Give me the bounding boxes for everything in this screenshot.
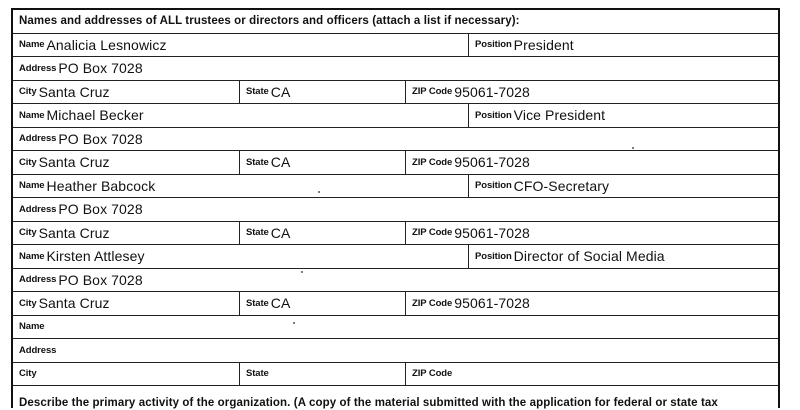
address-label: Address	[19, 203, 57, 215]
officer-3-address-cell	[13, 198, 778, 221]
officer-3-city: Santa Cruz	[38, 224, 110, 241]
officer-1-city: Santa Cruz	[38, 83, 110, 100]
officer-1-city-row	[13, 81, 778, 105]
officer-3-position-cell	[468, 175, 780, 198]
officers-form	[11, 8, 780, 408]
city-label: City	[19, 156, 37, 168]
officer-3-position: CFO-Secretary	[513, 177, 610, 194]
officer-3-zip: 95061-7028	[454, 224, 530, 241]
city-label: City	[19, 86, 37, 98]
position-label: Position	[475, 109, 512, 121]
officer-2-address-cell	[13, 128, 778, 151]
officer-1-state: CA	[270, 83, 291, 100]
form-header-row	[13, 10, 778, 34]
scan-speck	[293, 322, 295, 324]
address-label: Address	[19, 62, 57, 74]
scan-speck	[318, 191, 320, 193]
name-label: Name	[19, 180, 45, 192]
officer-5-city-row	[13, 363, 778, 387]
scan-speck	[632, 147, 634, 149]
officer-1-name-cell	[13, 34, 468, 57]
officer-3-state: CA	[270, 224, 291, 241]
officer-4-name-row	[13, 245, 778, 269]
address-label: Address	[19, 133, 57, 145]
officer-1-zip: 95061-7028	[454, 83, 530, 100]
officer-5-address-row	[13, 339, 778, 363]
city-label: City	[19, 368, 37, 380]
officer-5-name-row	[13, 316, 778, 340]
officer-2-address: PO Box 7028	[58, 130, 143, 147]
name-label: Name	[19, 39, 45, 51]
officer-4-position-cell	[468, 245, 780, 268]
zip-label: ZIP Code	[412, 297, 453, 309]
officer-4-address-cell	[13, 269, 778, 292]
officer-2-city: Santa Cruz	[38, 154, 110, 171]
officer-4-zip: 95061-7028	[454, 295, 530, 312]
zip-label: ZIP Code	[412, 227, 453, 239]
officer-5-state-cell	[239, 363, 405, 386]
officer-3-name: Heather Babcock	[46, 177, 156, 194]
zip-label: ZIP Code	[412, 156, 453, 168]
officer-5-zip-cell	[405, 363, 780, 386]
officer-4-city: Santa Cruz	[38, 295, 110, 312]
officer-1-state-cell	[239, 81, 405, 104]
state-label: State	[246, 368, 269, 380]
officer-4-zip-cell	[405, 292, 780, 315]
officer-2-address-row	[13, 128, 778, 152]
officer-4-city-cell	[13, 292, 239, 315]
officer-2-zip: 95061-7028	[454, 154, 530, 171]
zip-label: ZIP Code	[412, 368, 453, 380]
activity-description-row	[13, 386, 778, 410]
position-label: Position	[475, 250, 512, 262]
form-header-cell	[13, 10, 778, 33]
officer-1-name-row	[13, 34, 778, 58]
officer-2-city-cell	[13, 151, 239, 174]
name-label: Name	[19, 250, 45, 262]
name-label: Name	[19, 321, 45, 333]
officer-4-name-cell	[13, 245, 468, 268]
officer-4-state: CA	[270, 295, 291, 312]
officer-2-name-cell	[13, 104, 468, 127]
officer-2-position: Vice President	[513, 107, 606, 124]
officer-4-city-row	[13, 292, 778, 316]
state-label: State	[246, 227, 269, 239]
officer-2-name-row	[13, 104, 778, 128]
officer-2-state: CA	[270, 154, 291, 171]
zip-label: ZIP Code	[412, 86, 453, 98]
activity-description-cell	[13, 386, 778, 410]
officer-2-zip-cell	[405, 151, 780, 174]
officer-5-name-cell	[13, 316, 778, 339]
state-label: State	[246, 297, 269, 309]
officer-4-state-cell	[239, 292, 405, 315]
officer-2-city-row	[13, 151, 778, 175]
state-label: State	[246, 156, 269, 168]
officer-4-address: PO Box 7028	[58, 271, 143, 288]
officer-3-zip-cell	[405, 222, 780, 245]
officer-1-position: President	[513, 36, 574, 53]
officer-3-city-row	[13, 222, 778, 246]
address-label: Address	[19, 274, 57, 286]
activity-description-text: Describe the primary activity of the organization. (A copy of the material submitted with the application for federal or state tax	[19, 396, 718, 409]
officer-2-position-cell	[468, 104, 780, 127]
city-label: City	[19, 297, 37, 309]
state-label: State	[246, 86, 269, 98]
position-label: Position	[475, 39, 512, 51]
officer-5-city-cell	[13, 363, 239, 386]
officer-4-name: Kirsten Attlesey	[46, 248, 145, 265]
officer-4-position: Director of Social Media	[513, 248, 665, 265]
officer-1-zip-cell	[405, 81, 780, 104]
officer-4-address-row	[13, 269, 778, 293]
officer-5-address-cell	[13, 339, 778, 362]
officer-1-address-row	[13, 57, 778, 81]
officer-1-position-cell	[468, 34, 780, 57]
scan-speck	[301, 271, 303, 273]
officer-1-city-cell	[13, 81, 239, 104]
position-label: Position	[475, 180, 512, 192]
address-label: Address	[19, 344, 57, 356]
city-label: City	[19, 227, 37, 239]
officer-2-state-cell	[239, 151, 405, 174]
officer-3-state-cell	[239, 222, 405, 245]
officer-3-address-row	[13, 198, 778, 222]
officer-2-name: Michael Becker	[46, 107, 144, 124]
officer-1-address: PO Box 7028	[58, 60, 143, 77]
name-label: Name	[19, 109, 45, 121]
officer-3-name-row	[13, 175, 778, 199]
form-header-text: Names and addresses of ALL trustees or directors and officers (attach a list if necessary):	[19, 15, 520, 28]
officer-1-name: Analicia Lesnowicz	[46, 36, 167, 53]
officer-3-city-cell	[13, 222, 239, 245]
officer-3-name-cell	[13, 175, 468, 198]
officer-1-address-cell	[13, 57, 778, 80]
officer-3-address: PO Box 7028	[58, 201, 143, 218]
